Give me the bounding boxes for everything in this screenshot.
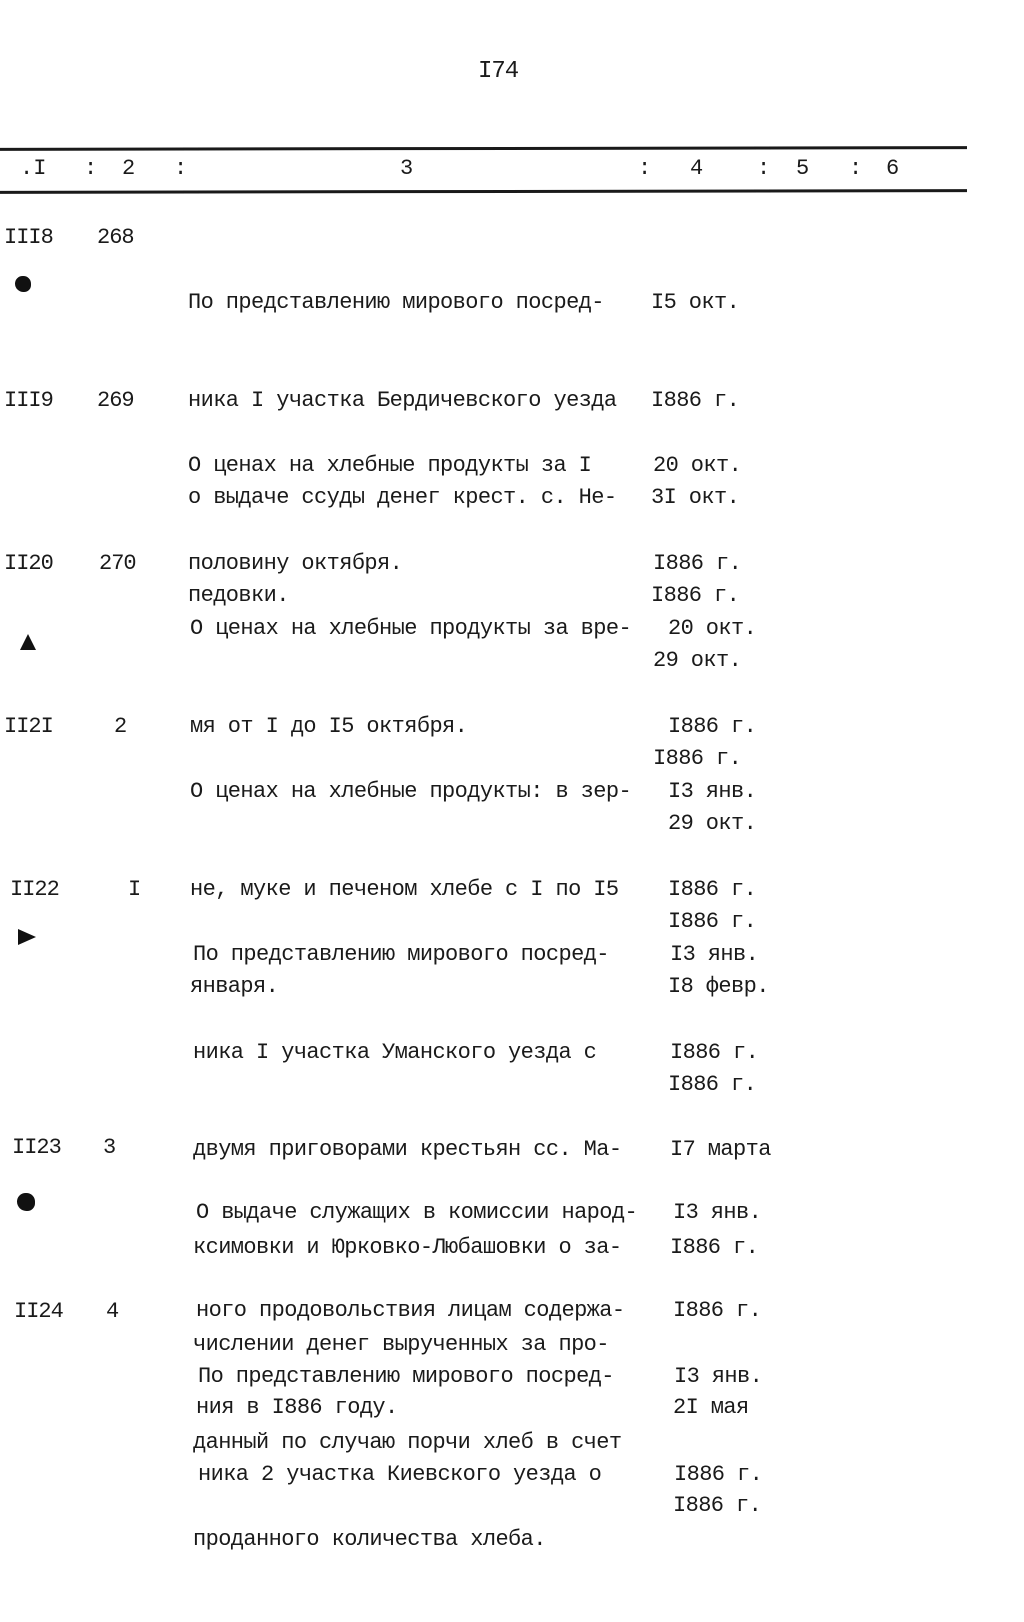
header-separator: : — [638, 156, 652, 181]
record-description: О выдаче служащих в комиссии народ- ного продовольствия лицам содержа- ния в I886 году. — [196, 1200, 638, 1420]
page-number: I74 — [478, 58, 519, 85]
header-col-1: .I — [20, 156, 47, 181]
header-col-2: 2 — [122, 156, 136, 181]
record-description: По представлению мирового посред- ника I участка Бердичевского уезда о выдаче ссуды денег крест. с. Не- педовки. — [188, 290, 617, 608]
header-separator: : — [849, 156, 863, 181]
record-number: II2I — [4, 714, 53, 739]
header-col-5: 5 — [796, 156, 810, 181]
ink-blot-icon — [15, 276, 31, 292]
record-description: По представлению мирового посред- ника I участка Уманского уезда с двумя приговорами крестьян сс. Ма- ксимовки и Юрковко-Любашовки о за- числении денег вырученных за про- данный по случаю порчи хлеб в счет проданного количества хлеба. — [193, 942, 622, 1552]
record-number: III8 — [4, 225, 53, 250]
sheet-number: 270 — [99, 551, 136, 576]
record-number: II24 — [14, 1299, 63, 1324]
sheet-number: 269 — [97, 388, 134, 413]
record-dates: I3 янв. I886 г. — [674, 1364, 763, 1487]
record-dates: I3 янв. I886 г. 2I мая I886 г. — [673, 1200, 762, 1518]
header-separator: : — [174, 156, 188, 181]
record-description: По представлению мирового посред- ника 2 участка Киевского уезда о — [198, 1364, 614, 1487]
record-description: О ценах на хлебные продукты: в зер- не, муке и печеном хлебе с I по I5 января. — [190, 779, 632, 999]
sheet-number: 4 — [106, 1299, 119, 1324]
table-header-rule — [0, 189, 967, 194]
ink-blot-icon — [20, 634, 36, 650]
record-description: О ценах на хлебные продукты за вре- мя от I до I5 октября. — [190, 616, 632, 739]
sheet-number: 268 — [97, 225, 134, 250]
header-col-3: 3 — [400, 156, 414, 181]
header-col-4: 4 — [690, 156, 704, 181]
table-header — [0, 156, 967, 186]
record-number: III9 — [4, 388, 53, 413]
record-number: II22 — [10, 877, 59, 902]
sheet-number: I — [128, 877, 141, 902]
record-description: О ценах на хлебные продукты за I половину октября. — [188, 453, 592, 576]
record-dates: 20 окт. I886 г. 29 окт. I886 г. — [668, 616, 757, 934]
record-dates: I3 янв. I886 г. I8 февр. I886 г. — [668, 779, 769, 1097]
header-col-6: 6 — [886, 156, 900, 181]
ink-blot-icon — [17, 1193, 35, 1211]
record-dates: 20 окт. I886 г. 29 окт. I886 г. — [653, 453, 742, 771]
ink-blot-icon — [18, 929, 36, 945]
header-separator: : — [84, 156, 98, 181]
sheet-number: 2 — [114, 714, 127, 739]
header-separator: : — [757, 156, 771, 181]
sheet-number: 3 — [103, 1135, 116, 1160]
record-dates: I5 окт. I886 г. 3I окт. I886 г. — [651, 290, 740, 608]
table-top-rule — [0, 146, 967, 151]
record-number: II20 — [4, 551, 53, 576]
record-number: II23 — [12, 1135, 61, 1160]
record-dates: I3 янв. I886 г. I7 марта I886 г. — [670, 942, 771, 1260]
